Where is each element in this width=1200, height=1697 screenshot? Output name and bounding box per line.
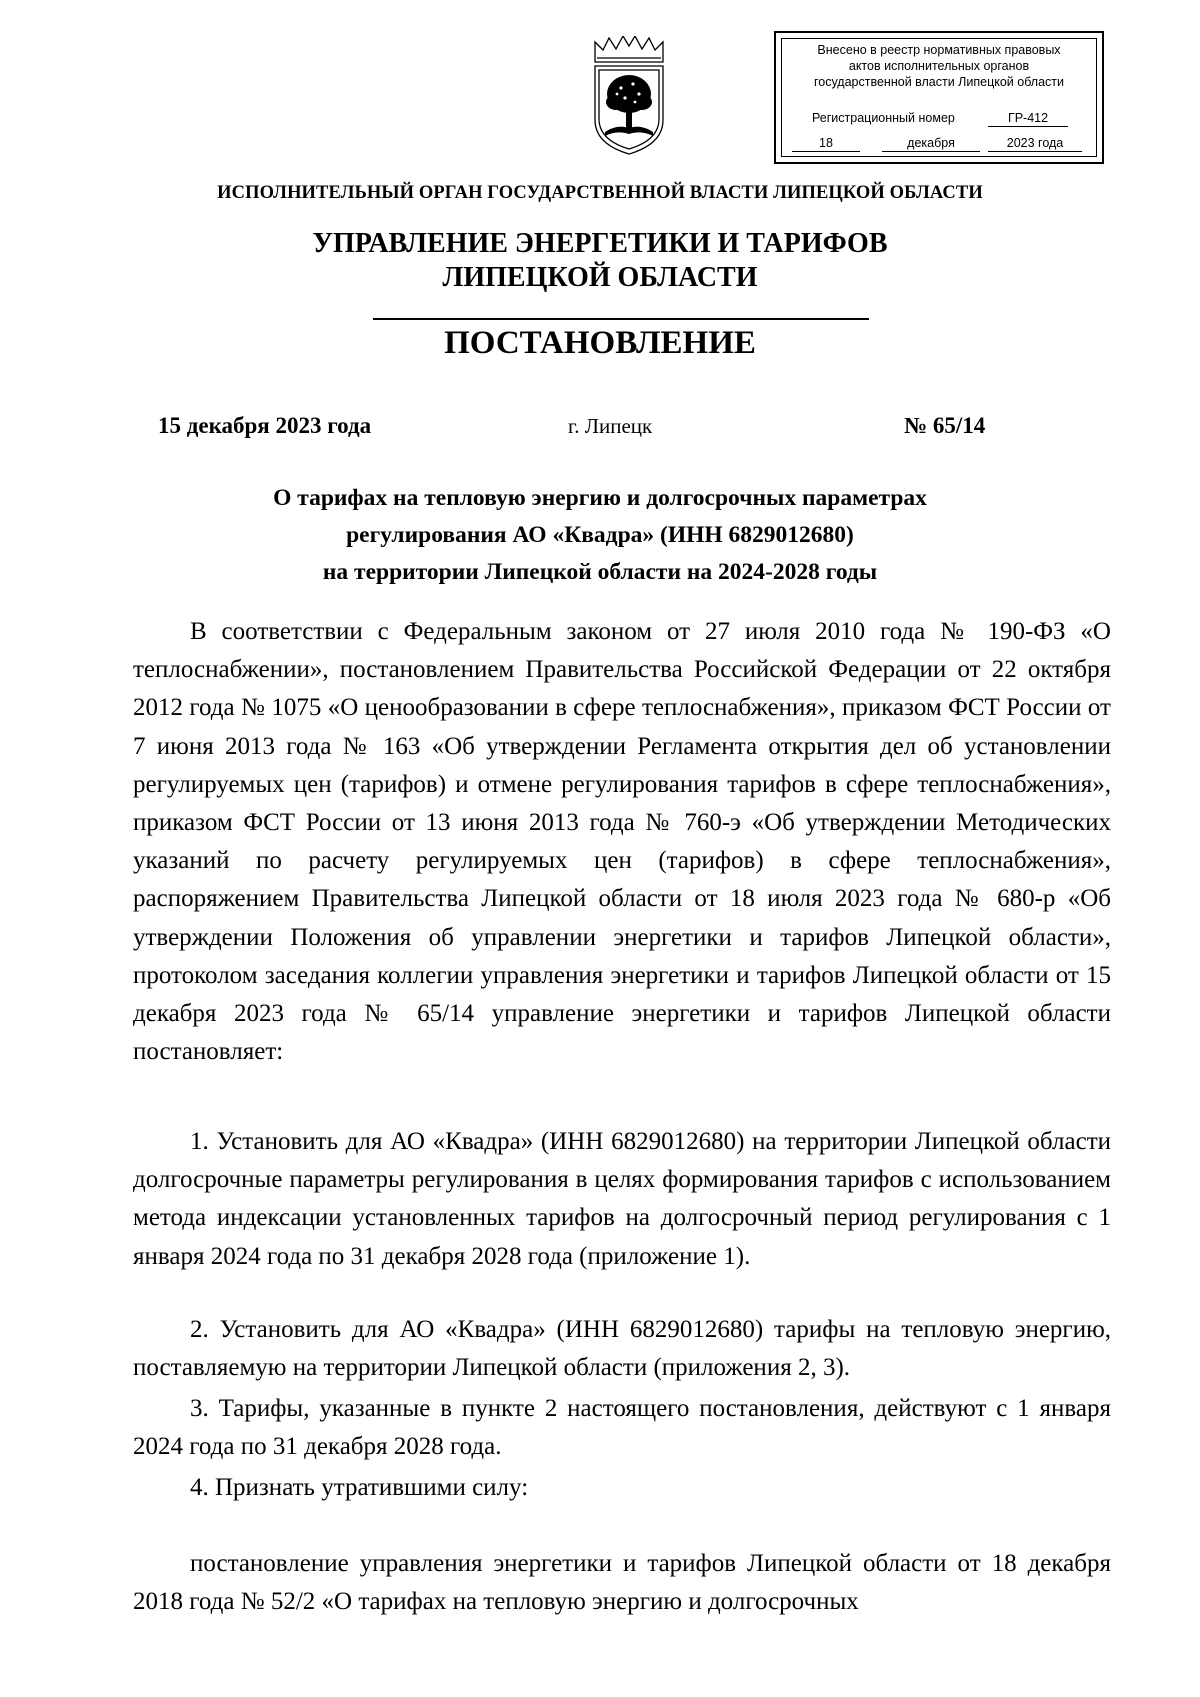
document-type: ПОСТАНОВЛЕНИЕ — [444, 325, 756, 361]
clause-3 — [133, 1390, 1111, 1466]
clause-1 — [133, 1123, 1111, 1276]
stamp-month: декабря — [882, 136, 980, 152]
clause-3-text: 3. Тарифы, указанные в пункте 2 настоящего постановления, действуют с 1 января 2024 года по 31 декабря 2028 года. — [133, 1395, 1111, 1461]
clause-4-text: 4. Признать утратившими силу: — [190, 1474, 529, 1501]
issuing-authority: ИСПОЛНИТЕЛЬНЫЙ ОРГАН ГОСУДАРСТВЕННОЙ ВЛАСТИ ЛИПЕЦКОЙ ОБЛАСТИ — [217, 183, 983, 203]
stamp-reg-number: ГР-412 — [988, 111, 1068, 127]
preamble-text: В соответствии с Федеральным законом от 27 июля 2010 года № 190-ФЗ «О теплоснабжении», постановлением Правительства Российской Федерации от 22 октября 2012 года № 1075 «О ценообразовании в сфере теплоснабжения», приказом ФСТ России от 7 июня 2013 года № 163 «Об утверждении Регламента открытия дел об установлении регулируемых цен (тарифов) и отмене регулирования тарифов в сфере теплоснабжения», приказом ФСТ России от 13 июня 2013 года № 760-э «Об утверждении Методических указаний по расчету регулируемых цен (тарифов) в сфере теплоснабжения», распоряжением Правительства Липецкой области от 18 июля 2023 года № 680-р «Об утверждении Положения об управлении энергетики и тарифов Липецкой области», протоколом заседания коллегии управления энергетики и тарифов Липецкой области от 15 декабря 2023 года № 65/14 управление энергетики и тарифов Липецкой области постановляет: — [133, 618, 1111, 1066]
document-date: 15 декабря 2023 года — [158, 413, 372, 438]
stamp-reg-label: Регистрационный номер — [812, 111, 955, 125]
stamp-line-3: государственной власти Липецкой области — [813, 75, 1065, 89]
document-place: г. Липецк — [568, 414, 653, 438]
stamp-day: 18 — [792, 136, 860, 152]
registry-stamp — [774, 31, 1104, 164]
clause-4-subitem — [133, 1545, 1111, 1621]
document-number: № 65/14 — [904, 413, 986, 438]
document-title-line-3: на территории Липецкой области на 2024-2028 годы — [322, 559, 878, 585]
clause-4 — [133, 1469, 1111, 1507]
header-divider — [373, 318, 869, 320]
stamp-line-1: Внесено в реестр нормативных правовых — [817, 43, 1061, 57]
document-title-line-2: регулирования АО «Квадра» (ИНН 6829012680) — [346, 522, 854, 548]
clause-4-subitem-text: постановление управления энергетики и тарифов Липецкой области от 18 декабря 2018 года № 52/2 «О тарифах на тепловую энергию и долгосрочных — [133, 1550, 1111, 1616]
department-name-line-1: УПРАВЛЕНИЕ ЭНЕРГЕТИКИ И ТАРИФОВ — [312, 228, 888, 259]
coat-of-arms-emblem — [589, 36, 669, 158]
preamble-paragraph — [133, 613, 1111, 1071]
clause-1-text: 1. Установить для АО «Квадра» (ИНН 6829012680) на территории Липецкой области долгосрочные параметры регулирования в целях формирования тарифов с использованием метода индексации установленных тарифов на долгосрочный период регулирования с 1 января 2024 года по 31 декабря 2028 года (приложение 1). — [133, 1128, 1111, 1270]
clause-2-text: 2. Установить для АО «Квадра» (ИНН 6829012680) тарифы на тепловую энергию, поставляемую на территории Липецкой области (приложения 2, 3). — [133, 1316, 1111, 1382]
stamp-year: 2023 года — [988, 136, 1082, 152]
stamp-line-2: актов исполнительных органов — [848, 59, 1030, 73]
clause-2 — [133, 1311, 1111, 1387]
document-title-line-1: О тарифах на тепловую энергию и долгосрочных параметрах — [273, 485, 927, 511]
department-name-line-2: ЛИПЕЦКОЙ ОБЛАСТИ — [442, 262, 758, 293]
registry-stamp-frame — [781, 38, 1097, 157]
